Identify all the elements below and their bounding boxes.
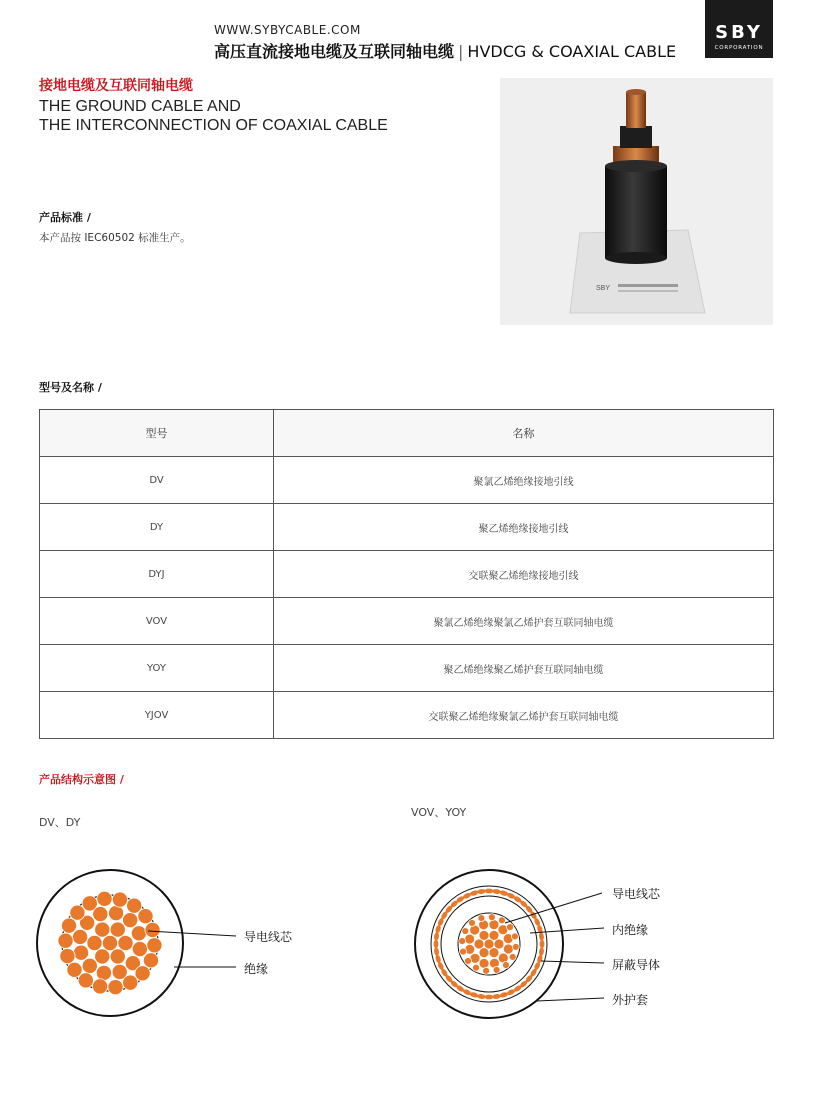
conductor-strand xyxy=(96,965,111,980)
conductor-strand xyxy=(73,929,88,944)
structure-title: 产品结构示意图 / xyxy=(39,773,124,786)
conductor-strand xyxy=(102,935,117,950)
diagram2-leader-jacket xyxy=(537,998,604,1001)
models-title: 型号及名称 / xyxy=(39,381,102,394)
conductor-strand xyxy=(488,914,495,921)
conductor-strand xyxy=(123,975,138,990)
shield-strand xyxy=(540,940,545,948)
diagram1-subtitle: DV、DY xyxy=(39,816,81,829)
conductor-strand xyxy=(489,948,499,958)
table-row xyxy=(40,692,774,739)
conductor-strand xyxy=(464,957,471,964)
conductor-strand xyxy=(502,962,509,969)
name-cell: 交联聚乙烯绝缘接地引线 xyxy=(274,551,774,598)
product-photo xyxy=(500,78,773,325)
conductor-strand xyxy=(138,909,153,924)
name-cell: 聚氯乙烯绝缘聚氯乙烯护套互联同轴电缆 xyxy=(274,598,774,645)
name-cell: 聚乙烯绝缘接地引线 xyxy=(274,504,774,551)
conductor-strand xyxy=(509,953,516,960)
conductor-strand xyxy=(498,917,505,924)
conductor-strand xyxy=(58,933,73,948)
conductor-strand xyxy=(73,945,88,960)
conductor-strand xyxy=(97,891,112,906)
standard-text: 本产品按 IEC60502 标准生产。 xyxy=(39,232,191,244)
conductor-strand xyxy=(110,922,125,937)
header-title-cn: 高压直流接地电缆及互联同轴电缆 xyxy=(214,42,455,61)
section-title-en-line1: THE GROUND CABLE AND xyxy=(39,98,241,115)
shield-strand xyxy=(485,889,493,894)
conductor-strand xyxy=(82,896,97,911)
table-header-row xyxy=(40,410,774,457)
name-cell: 聚氯乙烯绝缘接地引线 xyxy=(274,457,774,504)
conductor-strand xyxy=(493,966,500,973)
table-row xyxy=(40,551,774,598)
conductor-strand xyxy=(507,924,514,931)
models-table xyxy=(39,409,774,739)
conductor-strand xyxy=(108,980,123,995)
diagram2-label-inner-insulation: 内绝缘 xyxy=(612,923,649,937)
conductor-strand xyxy=(479,958,489,968)
model-cell: VOV xyxy=(40,598,274,645)
conductor-strand xyxy=(503,944,513,954)
model-cell: DY xyxy=(40,504,274,551)
conductor-strand xyxy=(143,953,158,968)
conductor-strand xyxy=(123,913,138,928)
diagram1-label-conductor: 导电线芯 xyxy=(244,930,293,944)
conductor-strand xyxy=(87,935,102,950)
model-cell: DV xyxy=(40,457,274,504)
diagram2-subtitle: VOV、YOY xyxy=(411,806,467,819)
shield-strand xyxy=(485,995,493,1000)
diagram1-cross-section xyxy=(0,850,380,1050)
conductor-strand xyxy=(82,958,97,973)
conductor-strand xyxy=(92,979,107,994)
conductor-strand xyxy=(110,949,125,964)
model-cell: DYJ xyxy=(40,551,274,598)
conductor-strand xyxy=(147,938,162,953)
conductor-strand xyxy=(145,922,160,937)
diagram1-label-insulation: 绝缘 xyxy=(244,962,269,976)
table-header-model: 型号 xyxy=(40,410,274,457)
model-cell: YOY xyxy=(40,645,274,692)
conductor-strand xyxy=(512,943,519,950)
conductor-strand xyxy=(112,892,127,907)
table-row xyxy=(40,504,774,551)
conductor-strand xyxy=(462,928,469,935)
conductor-strand xyxy=(118,935,133,950)
header-title-en: HVDCG & COAXIAL CABLE xyxy=(467,42,677,61)
shield-strand xyxy=(434,940,439,948)
conductor-strand xyxy=(469,919,476,926)
conductor-strand xyxy=(460,948,467,955)
conductor-strand xyxy=(67,962,82,977)
table-row xyxy=(40,598,774,645)
conductor-strand xyxy=(473,964,480,971)
conductor-strand xyxy=(108,906,123,921)
header-separator: | xyxy=(458,42,464,61)
conductor-strand xyxy=(489,920,499,930)
diagram2-cross-section xyxy=(380,850,660,1050)
conductor-strand xyxy=(489,930,499,940)
conductor-strand xyxy=(95,949,110,964)
logo-subtitle: CORPORATION xyxy=(714,45,764,51)
table-row xyxy=(40,645,774,692)
company-logo xyxy=(705,0,773,58)
logo-mark: SBY xyxy=(715,22,763,43)
conductor-strand xyxy=(511,933,518,940)
conductor-strand xyxy=(465,934,475,944)
section-title-en-line2: THE INTERCONNECTION OF COAXIAL CABLE xyxy=(39,117,388,134)
conductor-strand xyxy=(61,918,76,933)
section-title-en xyxy=(39,97,388,135)
conductor-strand xyxy=(479,930,489,940)
diagram2-label-jacket: 外护套 xyxy=(612,993,649,1007)
conductor-strand xyxy=(60,948,75,963)
header-title xyxy=(214,39,676,62)
conductor-strand xyxy=(70,905,85,920)
diagram2-label-conductor: 导电线芯 xyxy=(612,887,661,901)
section-title-cn: 接地电缆及互联同轴电缆 xyxy=(39,78,193,94)
model-cell: YJOV xyxy=(40,692,274,739)
conductor-strand xyxy=(459,938,466,945)
svg-text:SBY: SBY xyxy=(596,285,611,292)
conductor-strand xyxy=(132,941,147,956)
standard-title: 产品标准 / xyxy=(39,211,91,224)
conductor-strand xyxy=(135,966,150,981)
name-cell: 聚乙烯绝缘聚乙烯护套互联同轴电缆 xyxy=(274,645,774,692)
name-cell: 交联聚乙烯绝缘聚氯乙烯护套互联同轴电缆 xyxy=(274,692,774,739)
diagram2-label-shield: 屏蔽导体 xyxy=(612,958,661,972)
conductor-strand xyxy=(483,967,490,974)
cable-photo-illustration xyxy=(500,78,773,325)
conductor-strand xyxy=(95,922,110,937)
table-header-name: 名称 xyxy=(274,410,774,457)
conductor-strand xyxy=(478,915,485,922)
website-url: WWW.SYBYCABLE.COM xyxy=(214,23,361,37)
table-row xyxy=(40,457,774,504)
conductor-strand xyxy=(131,926,146,941)
